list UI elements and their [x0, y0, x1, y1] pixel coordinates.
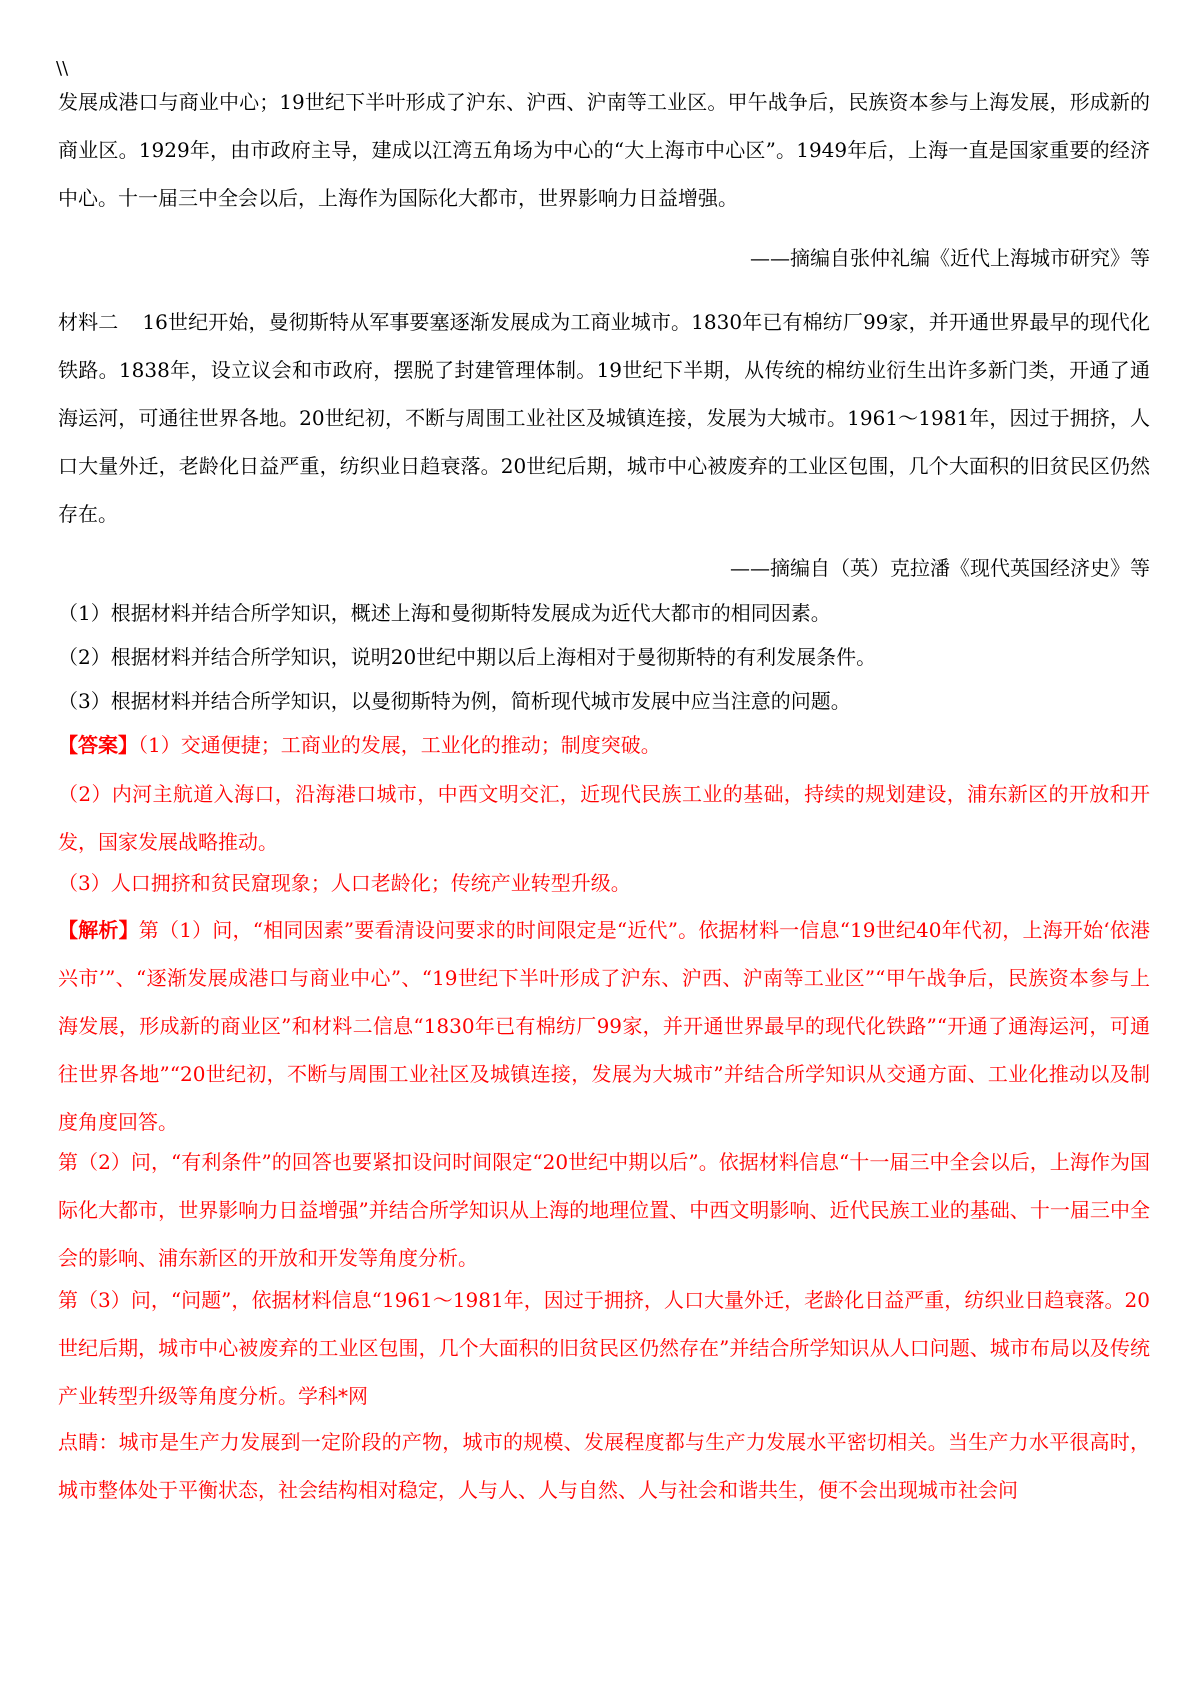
- answer-tag: 【答案】: [58, 733, 138, 757]
- analysis-1: [58, 906, 1150, 1146]
- top-mark: \\: [56, 58, 69, 79]
- material2-paragraph: [58, 298, 1150, 538]
- material2-label: 材料二: [58, 310, 119, 334]
- analysis-3: 第（3）问，“问题”，依据材料信息“1961～1981年，因过于拥挤，人口大量外迁，老龄化日益严重，纺织业日趋衰落。20世纪后期，城市中心被废弃的工业区包围，几个大面积的旧贫民区仍然存在”并结合所学知识从人口问题、城市布局以及传统产业转型升级等角度分析。学科*网: [58, 1288, 1150, 1408]
- question-2: （2）根据材料并结合所学知识，说明20世纪中期以后上海相对于曼彻斯特的有利发展条件。: [58, 645, 877, 669]
- analysis-2: 第（2）问，“有利条件”的回答也要紧扣设问时间限定“20世纪中期以后”。依据材料信息“十一届三中全会以后，上海作为国际化大都市，世界影响力日益增强”并结合所学知识从上海的地理位置、中西文明影响、近代民族工业的基础、十一届三中全会的影响、浦东新区的开放和开发等角度分析。: [58, 1150, 1150, 1270]
- material2-source: ——摘编自（英）克拉潘《现代英国经济史》等: [730, 556, 1150, 580]
- answer-2: （2）内河主航道入海口，沿海港口城市，中西文明交汇，近现代民族工业的基础，持续的规划建设，浦东新区的开放和开发，国家发展战略推动。: [58, 782, 1150, 854]
- material1-text: 发展成港口与商业中心；19世纪下半叶形成了沪东、沪西、沪南等工业区。甲午战争后，民族资本参与上海发展，形成新的商业区。1929年，由市政府主导，建成以江湾五角场为中心的“大上海市中心区”。1949年后，上海一直是国家重要的经济中心。十一届三中全会以后，上海作为国际化大都市，世界影响力日益增强。: [58, 90, 1150, 210]
- material2-text: 16世纪开始，曼彻斯特从军事要塞逐渐发展成为工商业城市。1830年已有棉纺厂99家，并开通世界最早的现代化铁路。1838年，设立议会和市政府，摆脱了封建管理体制。19世纪下半期，从传统的棉纺业衍生出许多新门类，开通了通海运河，可通往世界各地。20世纪初，不断与周围工业社区及城镇连接，发展为大城市。1961～1981年，因过于拥挤，人口大量外迁，老龄化日益严重，纺织业日趋衰落。20世纪后期，城市中心被废弃的工业区包围，几个大面积的旧贫民区仍然存在。: [58, 310, 1151, 526]
- analysis-4: 点睛：城市是生产力发展到一定阶段的产物，城市的规模、发展程度都与生产力发展水平密切相关。当生产力水平很高时，城市整体处于平衡状态，社会结构相对稳定，人与人、人与自然、人与社会和谐共生，便不会出现城市社会问: [58, 1430, 1150, 1502]
- question-1: （1）根据材料并结合所学知识，概述上海和曼彻斯特发展成为近代大都市的相同因素。: [58, 601, 831, 625]
- question-3: （3）根据材料并结合所学知识，以曼彻斯特为例，简析现代城市发展中应当注意的问题。: [58, 689, 851, 713]
- material1-source: ——摘编自张仲礼编《近代上海城市研究》等: [750, 246, 1150, 270]
- answer-3: （3）人口拥挤和贫民窟现象；人口老龄化；传统产业转型升级。: [58, 871, 631, 895]
- analysis-tag: 【解析】: [58, 918, 139, 942]
- analysis-1-text: 第（1）问，“相同因素”要看清设问要求的时间限定是“近代”。依据材料一信息“19世纪40年代初，上海开始‘依港兴市’”、“逐渐发展成港口与商业中心”、“19世纪下半叶形成了沪东、沪西、沪南等工业区”“甲午战争后，民族资本参与上海发展，形成新的商业区”和材料二信息“1830年已有棉纺厂99家，并开通世界最早的现代化铁路”“开通了通海运河，可通往世界各地”“20世纪初，不断与周围工业社区及城镇连接，发展为大城市”并结合所学知识从交通方面、工业化推动以及制度角度回答。: [58, 918, 1150, 1134]
- answer-1: [58, 724, 1150, 766]
- answer-1-text: （1）交通便捷；工商业的发展，工业化的推动；制度突破。: [138, 733, 661, 757]
